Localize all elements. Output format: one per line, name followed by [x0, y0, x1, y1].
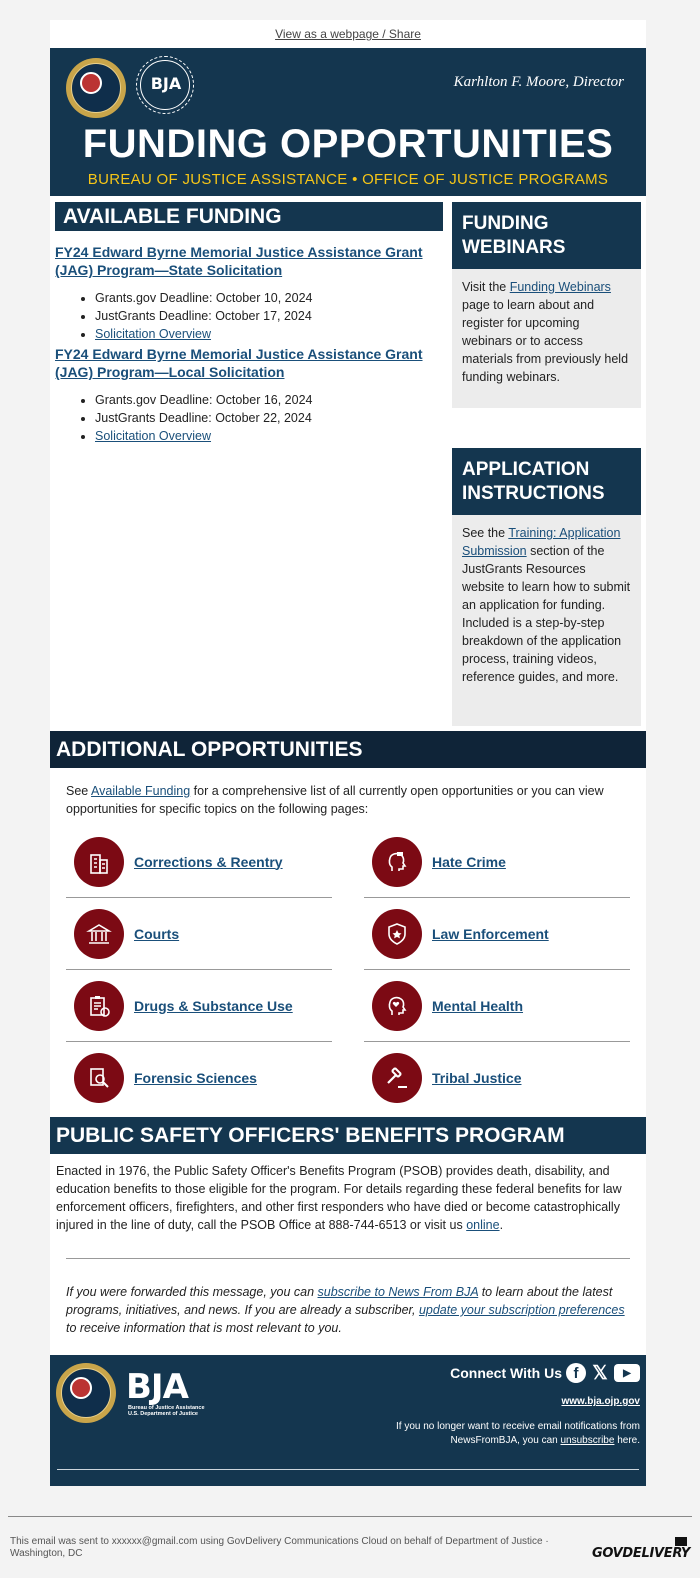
director-name: Karhlton F. Moore, Director: [453, 74, 624, 90]
topic-link[interactable]: Tribal Justice: [432, 1069, 522, 1086]
header-banner: [50, 48, 646, 196]
funding-webinars-link[interactable]: Funding Webinars: [509, 280, 611, 294]
grant-title-state[interactable]: FY24 Edward Byrne Memorial Justice Assistance Grant (JAG) Program—State Solicitation: [55, 244, 423, 278]
bja-logo: BJA: [126, 1367, 188, 1407]
application-text: See the Training: Application Submission section of the JustGrants Resources website to learn how to submit an application for funding. Included is a step-by-step breakdown of the application process, training videos, reference guides, and more.: [452, 515, 641, 726]
topic-drugs: [66, 970, 332, 1042]
unsubscribe-note: If you no longer want to receive email notifications from NewsFromBJA, you can unsubscribe here.: [395, 1421, 640, 1446]
solicitation-overview-link[interactable]: Solicitation Overview: [95, 429, 212, 443]
view-webpage-bar: [50, 20, 646, 48]
divider: [66, 1258, 630, 1259]
application-card: [452, 448, 641, 726]
subscribe-link[interactable]: subscribe to News From BJA: [317, 1285, 479, 1299]
bja-anniversary-seal-icon: BJA: [136, 56, 194, 114]
webinars-card: [452, 202, 641, 408]
building-icon: [74, 837, 124, 887]
additional-intro: See Available Funding for a comprehensive list of all currently open opportunities or you can view opportunities for specific topics on the following pages:: [66, 784, 604, 816]
webinars-text: Visit the Funding Webinars page to learn about and register for upcoming webinars or to access materials from previously held funding webinars.: [452, 269, 641, 408]
page-subtitle: BUREAU OF JUSTICE ASSISTANCE • OFFICE OF JUSTICE PROGRAMS: [87, 171, 609, 188]
topic-tribal: [364, 1042, 630, 1113]
facebook-icon[interactable]: f: [566, 1363, 586, 1383]
grant-title-local[interactable]: FY24 Edward Byrne Memorial Justice Assistance Grant (JAG) Program—Local Solicitation: [55, 346, 423, 380]
list-item: • Grants.gov Deadline: October 10, 2024: [95, 289, 443, 307]
x-twitter-icon[interactable]: 𝕏: [592, 1362, 608, 1384]
psob-online-link[interactable]: online: [466, 1218, 500, 1232]
topics-grid: [50, 826, 646, 1113]
website-link-wrap: [561, 1396, 640, 1407]
doj-seal-icon: [66, 58, 126, 118]
topic-link[interactable]: Mental Health: [432, 997, 524, 1014]
topic-link[interactable]: Drugs & Substance Use: [134, 997, 293, 1014]
bottom-divider: [8, 1516, 692, 1517]
update-preferences-link[interactable]: update your subscription preferences: [418, 1303, 625, 1317]
additional-opportunities-heading: ADDITIONAL OPPORTUNITIES: [50, 731, 646, 768]
funding-section: [50, 196, 646, 731]
doj-seal-icon: [56, 1363, 116, 1423]
view-webpage-link[interactable]: View as a webpage / Share: [275, 27, 421, 41]
available-funding-heading: AVAILABLE FUNDING: [55, 202, 443, 231]
topic-link[interactable]: Law Enforcement: [432, 925, 549, 942]
grant-list-state: [55, 289, 443, 343]
psob-heading: PUBLIC SAFETY OFFICERS' BENEFITS PROGRAM: [50, 1117, 646, 1154]
footer-divider: [57, 1469, 639, 1470]
badge-icon: [372, 909, 422, 959]
gavel-icon: [372, 1053, 422, 1103]
topic-courts: [66, 898, 332, 970]
clipboard-pills-icon: [74, 981, 124, 1031]
solicitation-overview-link[interactable]: Solicitation Overview: [95, 327, 212, 341]
courthouse-icon: [74, 909, 124, 959]
youtube-icon[interactable]: ▶: [614, 1364, 640, 1382]
available-funding-column: [55, 202, 443, 445]
email-body: [50, 20, 646, 1486]
list-item: • JustGrants Deadline: October 17, 2024: [95, 307, 443, 325]
topic-corrections: [66, 826, 332, 898]
connect-with-us: Connect With Us f 𝕏 ▶: [450, 1363, 640, 1383]
forward-note: If you were forwarded this message, you can subscribe to News From BJA to learn about the latest programs, initiatives, and news. If you are already a subscriber, update your subscription preferences to receive information that is most relevant to you.: [66, 1285, 625, 1335]
psob-text: Enacted in 1976, the Public Safety Officer's Benefits Program (PSOB) provides death, disability, and education benefits to those eligible for the program. For details regarding these federal benefits for law enforcement officers, firefighters, and other first responders who have died or become catastrophically injured in the line of duty, call the PSOB Office at 888-744-6513 or visit us online.: [56, 1164, 622, 1232]
footer: [50, 1355, 646, 1486]
website-link[interactable]: www.bja.ojp.gov: [561, 1396, 640, 1407]
grant-list-local: [55, 391, 443, 445]
topic-link[interactable]: Hate Crime: [432, 853, 506, 870]
application-heading: APPLICATION INSTRUCTIONS: [452, 448, 641, 515]
topic-link[interactable]: Corrections & Reentry: [134, 853, 283, 870]
magnifier-document-icon: [74, 1053, 124, 1103]
topic-link[interactable]: Courts: [134, 925, 180, 942]
list-item: [95, 427, 443, 445]
unsubscribe-link[interactable]: unsubscribe: [560, 1435, 615, 1446]
govdelivery-logo: GOVDELIVERY: [592, 1546, 690, 1561]
topic-law-enforcement: [364, 898, 630, 970]
head-heart-icon: [372, 981, 422, 1031]
topic-hate-crime: [364, 826, 630, 898]
head-bandage-icon: [372, 837, 422, 887]
list-item: [95, 325, 443, 343]
topic-mental-health: [364, 970, 630, 1042]
list-item: • JustGrants Deadline: October 22, 2024: [95, 409, 443, 427]
envelope-icon: [675, 1537, 687, 1546]
topic-forensic: [66, 1042, 332, 1113]
topic-link[interactable]: Forensic Sciences: [134, 1069, 257, 1086]
training-application-link[interactable]: Training: Application Submission: [462, 526, 621, 558]
available-funding-link[interactable]: Available Funding: [91, 784, 191, 798]
list-item: • Grants.gov Deadline: October 16, 2024: [95, 391, 443, 409]
sent-to-note: This email was sent to xxxxxx@gmail.com using GovDelivery Communications Cloud on behalf of Department of Justice · Washington, DC: [10, 1536, 549, 1559]
bja-logo-subtext: Bureau of Justice Assistance U.S. Department of Justice: [128, 1405, 205, 1417]
page-title: FUNDING OPPORTUNITIES: [82, 122, 614, 166]
webinars-heading: FUNDING WEBINARS: [452, 202, 641, 269]
